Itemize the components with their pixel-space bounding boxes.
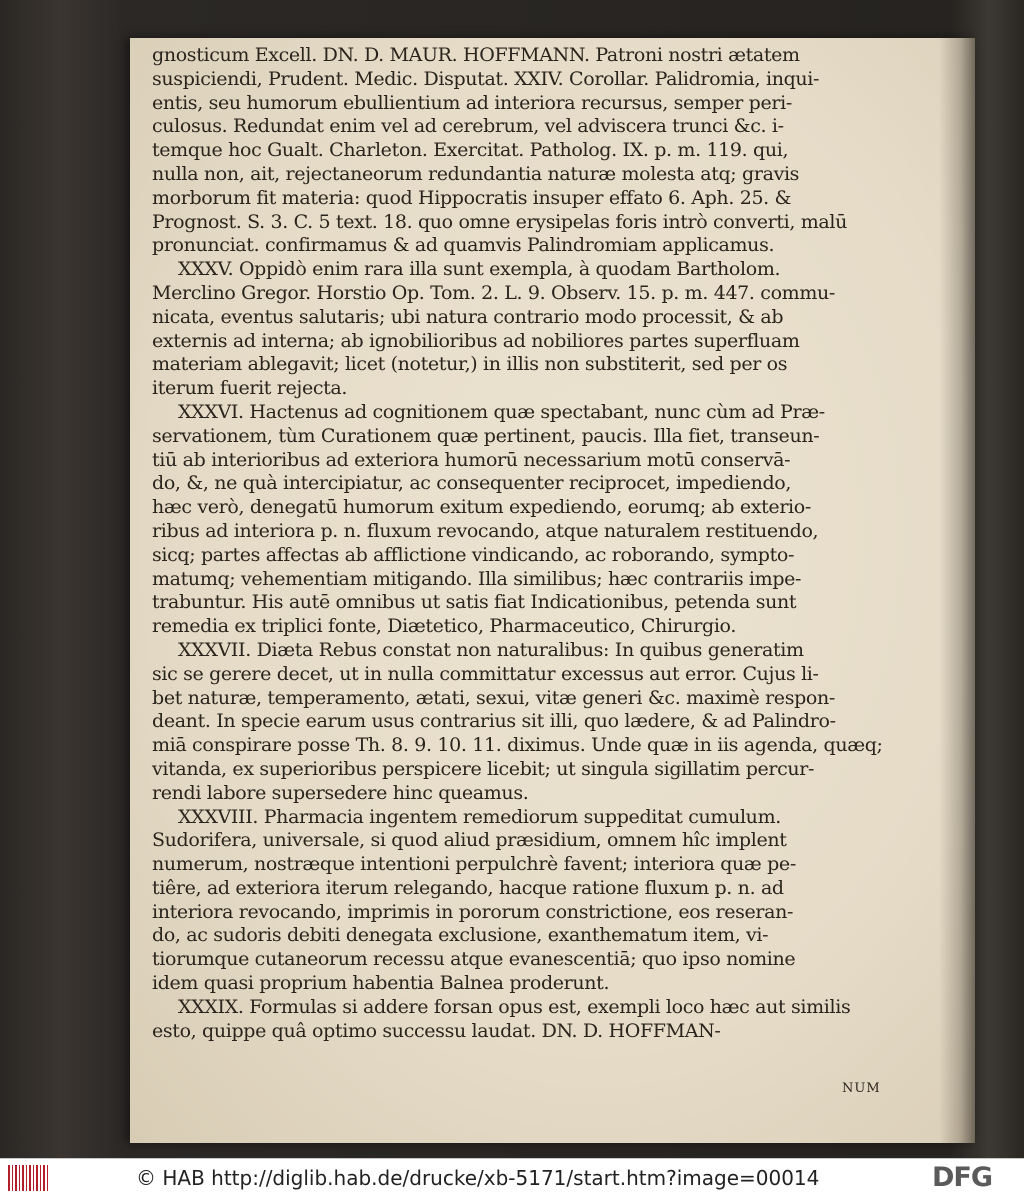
text-line: pronunciat. confirmamus & ad quamvis Palindromiam applicamus.: [152, 234, 775, 257]
text-line: Prognost. S. 3. C. 5 text. 18. quo omne erysipelas foris intrò converti, malū: [152, 210, 847, 233]
text-line: servationem, tùm Curationem quæ pertinent, paucis. Illa fiet, transeun-: [152, 424, 820, 447]
text-line: ribus ad interiora p. n. fluxum revocando, atque naturalem restituendo,: [152, 519, 819, 542]
dfg-logo: DFG: [932, 1162, 993, 1193]
text-line: vitanda, ex superioribus perspicere licebit; ut singula sigillatim percur-: [152, 757, 815, 780]
text-line: Merclino Gregor. Horstio Op. Tom. 2. L. 9. Observ. 15. p. m. 447. commu-: [152, 281, 835, 304]
text-line: gnosticum Excell. DN. D. MAUR. HOFFMANN. Patroni nostri ætatem: [152, 44, 800, 66]
hab-logo-icon: [8, 1165, 48, 1191]
page-edge-shadow: [939, 38, 975, 1143]
text-line: hæc verò, denegatū humorum exitum expediendo, eorumq; ab exterio-: [152, 496, 811, 519]
text-line: do, &, ne quà intercipiatur, ac consequenter reciprocet, impediendo,: [152, 472, 792, 495]
text-line: matumq; vehementiam mitigando. Illa similibus; hæc contrariis impe-: [152, 567, 802, 590]
text-line: entis, seu humorum ebullientium ad interiora recursus, semper peri-: [152, 91, 792, 114]
text-line: tiêre, ad exteriora iterum relegando, hacque ratione fluxum p. n. ad: [152, 876, 784, 899]
text-line: bet naturæ, temperamento, ætati, sexui, vitæ generi &c. maximè respon-: [152, 686, 835, 709]
copyright-link[interactable]: © HAB http://diglib.hab.de/drucke/xb-5171/start.htm?image=00014: [136, 1166, 820, 1190]
footer-bar: [0, 1158, 1024, 1197]
text-line: numerum, nostræque intentioni perpulchrè favent; interiora quæ pe-: [152, 853, 796, 876]
text-line: culosus. Redundat enim vel ad cerebrum, vel adviscera trunci &c. i-: [152, 115, 784, 138]
text-line: materiam ablegavit; licet (notetur,) in illis non substiterit, sed per os: [152, 353, 788, 376]
text-line: esto, quippe quâ optimo successu laudat. DN. D. HOFFMAN-: [152, 1019, 721, 1042]
text-line: interiora revocando, imprimis in pororum constrictione, eos reseran-: [152, 900, 794, 923]
text-line: morborum fit materia: quod Hippocratis insuper effato 6. Aph. 25. &: [152, 186, 792, 209]
catchword: NUM: [842, 1081, 881, 1096]
text-line: do, ac sudoris debiti denegata exclusione, exanthematum item, vi-: [152, 924, 769, 947]
text-line: rendi labore supersedere hinc queamus.: [152, 781, 529, 804]
text-line: XXXVII. Diæta Rebus constat non naturalibus: In quibus generatim: [178, 638, 804, 661]
text-line: suspiciendi, Prudent. Medic. Disputat. XXIV. Corollar. Palidromia, inqui-: [152, 67, 820, 90]
text-line: sicq; partes affectas ab afflictione vindicando, ac roborando, sympto-: [152, 543, 795, 566]
text-line: temque hoc Gualt. Charleton. Exercitat. Patholog. IX. p. m. 119. qui,: [152, 139, 789, 162]
text-line: sic se gerere decet, ut in nulla committatur excessus aut error. Cujus li-: [152, 662, 819, 685]
text-line: XXXVI. Hactenus ad cognitionem quæ spectabant, nunc cùm ad Præ-: [178, 400, 825, 423]
text-line: nulla non, ait, rejectaneorum redundantia naturæ molesta atq; gravis: [152, 162, 800, 185]
text-line: nicata, eventus salutaris; ubi natura contrario modo processit, & ab: [152, 305, 784, 328]
text-line: remedia ex triplici fonte, Diætetico, Pharmaceutico, Chirurgio.: [152, 615, 737, 638]
text-line: idem quasi proprium habentia Balnea proderunt.: [152, 972, 610, 995]
text-line: XXXIX. Formulas si addere forsan opus est, exempli loco hæc aut similis: [178, 995, 851, 1018]
page-text: [152, 44, 883, 1043]
text-line: XXXV. Oppidò enim rara illa sunt exempla, à quodam Bartholom.: [178, 258, 781, 281]
text-line: miā conspirare posse Th. 8. 9. 10. 11. diximus. Unde quæ in iis agenda, quæq;: [152, 734, 883, 757]
text-line: Sudorifera, universale, si quod aliud præsidium, omnem hîc implent: [152, 829, 787, 852]
text-line: deant. In specie earum usus contrarius sit illi, quo lædere, & ad Palindro-: [152, 710, 836, 733]
text-line: tiū ab interioribus ad exteriora humorū necessarium motū conservā-: [152, 448, 791, 471]
text-line: iterum fuerit rejecta.: [152, 377, 348, 400]
text-line: trabuntur. His autē omnibus ut satis fiat Indicationibus, petenda sunt: [152, 591, 797, 614]
text-line: XXXVIII. Pharmacia ingentem remediorum suppeditat cumulum.: [178, 805, 781, 828]
text-line: tiorumque cutaneorum recessu atque evanescentiā; quo ipso nomine: [152, 948, 796, 971]
text-line: externis ad interna; ab ignobilioribus ad nobiliores partes superfluam: [152, 329, 800, 352]
